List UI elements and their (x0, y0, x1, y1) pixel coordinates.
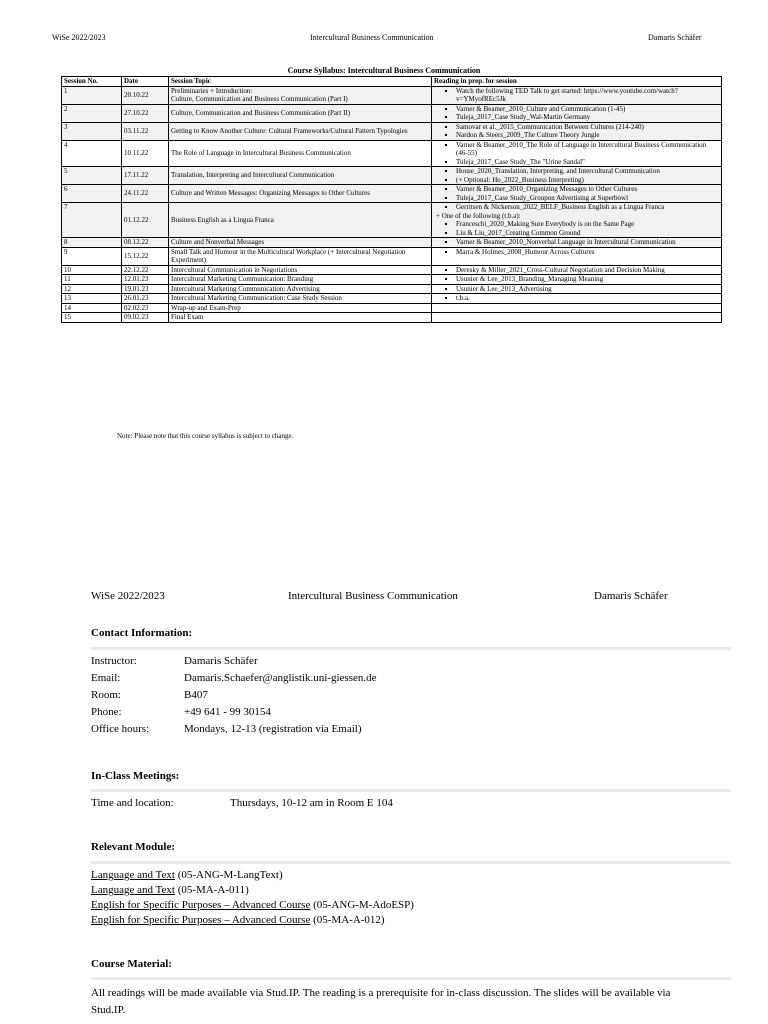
reading-item: ▪ Nardon & Steers_2009_The Culture Theory Jungle (456, 131, 719, 140)
contact-key: Phone: (91, 706, 122, 718)
session-no-cell (62, 122, 122, 140)
table-row (62, 104, 722, 122)
reading-cell (432, 185, 722, 203)
session-no-cell (62, 140, 122, 167)
session-no: 2 (64, 104, 68, 113)
reading-list (434, 294, 719, 303)
module-code: (05-ANG-M-AdoESP) (310, 899, 414, 911)
contact-key: Room: (91, 689, 121, 701)
session-date: 01.12.22 (124, 215, 149, 224)
session-topic: Intercultural Marketing Communication: Case Study Session (171, 294, 342, 302)
reading-item: ▪ Deresky & Miller_2021_Cross-Cultural Negotiation and Decision Making (456, 266, 719, 275)
syllabus-body (62, 86, 722, 322)
reading-list (434, 203, 719, 237)
reading-list (434, 248, 719, 257)
session-no: 11 (64, 275, 71, 283)
reading-cell (432, 313, 722, 323)
contact-value: Mondays, 12-13 (registration via Email) (184, 723, 362, 735)
topic-cell (169, 247, 432, 265)
contact-row-office-hours (91, 723, 362, 735)
col-date: Date (122, 77, 169, 87)
topic-cell (169, 294, 432, 304)
reading-item: ▪ t.b.a. (456, 294, 719, 303)
session-no-cell (62, 284, 122, 294)
session-no-cell (62, 247, 122, 265)
date-cell (122, 185, 169, 203)
session-no-cell (62, 294, 122, 304)
session-date: 20.10.22 (124, 90, 149, 99)
session-no: 7 (64, 203, 68, 211)
reading-item: ▪ Varner & Beamer_2010_The Role of Language in Intercultural Business Communication (46-55) (456, 141, 719, 158)
reading-cell (432, 86, 722, 104)
session-date: 19.01.23 (124, 284, 149, 293)
date-cell (122, 265, 169, 275)
topic-cell (169, 313, 432, 323)
reading-item: ▪ Varner & Beamer_2010_Nonverbal Language in Intercultural Communication (456, 238, 719, 247)
table-row (62, 247, 722, 265)
session-topic: The Role of Language in Intercultural Business Communication (171, 149, 351, 157)
session-topic: Intercultural Communication in Negotiations (171, 265, 298, 274)
session-no-cell (62, 265, 122, 275)
session-date: 02.02.23 (124, 303, 149, 312)
reading-cell (432, 203, 722, 238)
reading-list (434, 266, 719, 275)
reading-list (434, 167, 719, 184)
session-topic: Culture and Nonverbal Messages (171, 238, 265, 246)
table-row (62, 265, 722, 275)
reading-item: ▪ Gerritsen & Nickerson_2022_BELF_Business English as a Lingua Franca (456, 203, 719, 212)
reading-item: ▪ Samovar et al._2015_Communication Between Cultures (214-240) (456, 123, 719, 132)
meetings-value: Thursdays, 10-12 am in Room E 104 (230, 797, 393, 809)
reading-list (434, 285, 719, 294)
session-topic: Getting to Know Another Culture: Cultural Frameworks/Cultural Pattern Typologies (171, 126, 408, 135)
material-text: All readings will be made available via Stud.IP. The reading is a prerequisite for in-class discussion. The slides will be available via Stud.IP. (91, 987, 671, 1016)
topic-cell (169, 140, 432, 167)
session-topic: Intercultural Marketing Communication: Branding (171, 275, 314, 283)
contact-value: B407 (184, 689, 208, 701)
reading-item: ▪ House_2020_Translation, Interpreting, and Intercultural Communication (456, 167, 719, 176)
date-cell (122, 313, 169, 323)
contact-row-room (91, 689, 208, 701)
reading-item: ▪ Liu & Liu_2017_Creating Common Ground (456, 229, 719, 238)
reading-list (434, 275, 719, 284)
reading-list (434, 87, 719, 104)
table-row (62, 185, 722, 203)
table-row (62, 303, 722, 313)
reading-cell (432, 104, 722, 122)
module-code: (05-MA-A-011) (174, 884, 249, 896)
topic-cell (169, 203, 432, 238)
module-item (91, 899, 414, 911)
reading-list (434, 141, 719, 167)
session-no: 9 (64, 247, 68, 256)
module-link[interactable]: Language and Text (91, 884, 175, 896)
topic-cell (169, 275, 432, 285)
reading-item: ▪ Watch the following TED Talk to get started: https://www.youtube.com/watch?v=YMyofREc5Jk (456, 87, 719, 104)
reading-item: ▪ Varner & Beamer_2010_Culture and Communication (1-45) (456, 105, 719, 114)
session-date: 17.11.22 (124, 171, 149, 180)
topic-cell (169, 303, 432, 313)
date-cell (122, 303, 169, 313)
date-cell (122, 104, 169, 122)
module-link[interactable]: Language and Text (91, 869, 175, 881)
divider (91, 977, 731, 980)
table-row (62, 86, 722, 104)
reading-cell (432, 167, 722, 185)
contact-key: Instructor: (91, 655, 137, 667)
session-topic: Culture, Communication and Business Communication (Part I) (171, 95, 348, 103)
session-date: 15.12.22 (124, 251, 149, 260)
col-session-no: Session No. (62, 77, 122, 87)
contact-row-email (91, 672, 377, 684)
session-date: 09.02.23 (124, 313, 149, 321)
material-heading: Course Material: (91, 958, 172, 970)
session-no-cell (62, 275, 122, 285)
topic-cell (169, 185, 432, 203)
session-no: 3 (64, 122, 68, 131)
contact-key: Email: (91, 672, 121, 684)
session-date: 22.12.22 (124, 265, 149, 274)
date-cell (122, 140, 169, 167)
reading-item: ▪ Varner & Beamer_2010_Organizing Messages to Other Cultures (456, 185, 719, 194)
page2-header-term: WiSe 2022/2023 (91, 590, 165, 602)
session-date: 03.11.22 (124, 126, 149, 135)
session-date: 24.11.22 (124, 189, 149, 198)
module-link[interactable]: English for Specific Purposes – Advanced Course (91, 914, 311, 926)
topic-cell (169, 86, 432, 104)
date-cell (122, 284, 169, 294)
module-item (91, 869, 283, 881)
contact-row-phone (91, 706, 271, 718)
session-date: 26.01.23 (124, 294, 149, 302)
session-no: 13 (64, 294, 71, 302)
reading-item: ▪ Franceschi_2020_Making Sure Everybody is on the Same Page (456, 220, 719, 229)
modules-heading: Relevant Module: (91, 841, 176, 853)
contact-row-instructor (91, 655, 258, 667)
session-date: 10.11.22 (124, 149, 149, 157)
module-code: (05-MA-A-012) (310, 914, 385, 926)
date-cell (122, 238, 169, 248)
module-item (91, 884, 249, 896)
session-no: 12 (64, 284, 71, 293)
module-item (91, 914, 385, 926)
session-no: 1 (64, 86, 68, 95)
date-cell (122, 167, 169, 185)
contact-value: Damaris Schäfer (184, 655, 258, 667)
reading-note: + One of the following (t.b.a): (436, 211, 521, 220)
session-no: 10 (64, 265, 71, 274)
table-row (62, 275, 722, 285)
module-code: (05-ANG-M-LangText) (174, 869, 283, 881)
reading-item: ▪ Tuleja_2017_Case Study_Groupon Advertising at Superbowl (456, 194, 719, 203)
reading-cell (432, 265, 722, 275)
session-topic: Business English as a Lingua Franca (171, 215, 274, 224)
reading-list (434, 123, 719, 140)
session-topic: Preliminaries + Introduction: (171, 86, 253, 95)
meetings-key: Time and location: (91, 797, 174, 809)
reading-item: ▪ Tuleja_2017_Case Study_Wal-Martin Germany (456, 113, 719, 122)
table-row (62, 284, 722, 294)
session-no-cell (62, 167, 122, 185)
syllabus-note: Note: Please note that this course syllabus is subject to change. (117, 432, 294, 440)
reading-item: ▪ Usunier & Lee_2013_Branding_Managing Meaning (456, 275, 719, 284)
topic-cell (169, 265, 432, 275)
syllabus-table (61, 76, 722, 323)
contact-heading: Contact Information: (91, 627, 193, 639)
divider (91, 647, 731, 650)
reading-item: ▪ (+ Optional: Ho_2022_Business Interpreting) (456, 176, 719, 185)
divider (91, 789, 731, 792)
date-cell (122, 275, 169, 285)
date-cell (122, 122, 169, 140)
reading-cell (432, 284, 722, 294)
session-date: 27.10.22 (124, 108, 149, 117)
session-no-cell (62, 185, 122, 203)
session-no: 14 (64, 303, 71, 312)
page1-header-author: Damaris Schäfer (648, 33, 702, 42)
session-no: 15 (64, 313, 71, 321)
topic-cell (169, 122, 432, 140)
divider (91, 861, 731, 864)
session-topic: Intercultural Marketing Communication: Advertising (171, 284, 320, 293)
topic-cell (169, 104, 432, 122)
session-topic: Culture, Communication and Business Communication (Part II) (171, 108, 351, 117)
col-session-topic: Session Topic (169, 77, 432, 87)
reading-item: ▪ Tuleja_2017_Case Study_The "Urine Sandal" (456, 158, 719, 167)
reading-cell (432, 122, 722, 140)
session-topic: Small Talk and Humour in the Multicultural Workplace (+ Intercultural Negotiation Experiment) (171, 247, 406, 264)
session-no: 6 (64, 185, 68, 193)
date-cell (122, 86, 169, 104)
reading-item: ▪ Usunier & Lee_2013_Advertising (456, 285, 719, 294)
page2-header-course: Intercultural Business Communication (288, 590, 458, 602)
reading-cell (432, 303, 722, 313)
session-no-cell (62, 104, 122, 122)
reading-cell (432, 247, 722, 265)
reading-cell (432, 275, 722, 285)
reading-list (434, 185, 719, 202)
contact-value: +49 641 - 99 30154 (184, 706, 271, 718)
module-link[interactable]: English for Specific Purposes – Advanced Course (91, 899, 311, 911)
table-row (62, 122, 722, 140)
reading-item: ▪ Marra & Holmes_2008_Humour Across Cultures (456, 248, 719, 257)
reading-list (434, 238, 719, 247)
reading-cell (432, 294, 722, 304)
session-no: 4 (64, 140, 68, 149)
table-row (62, 238, 722, 248)
meetings-row (91, 797, 393, 809)
session-no-cell (62, 203, 122, 238)
syllabus-header-row (62, 77, 722, 87)
email-link[interactable]: Damaris.Schaefer@anglistik.uni-giessen.de (184, 672, 377, 684)
reading-cell (432, 238, 722, 248)
topic-cell (169, 167, 432, 185)
reading-list (434, 105, 719, 122)
syllabus-title: Course Syllabus: Intercultural Business Communication (287, 66, 481, 75)
page1-header-course: Intercultural Business Communication (310, 33, 434, 42)
topic-cell (169, 284, 432, 294)
reading-cell (432, 140, 722, 167)
session-no: 5 (64, 167, 68, 175)
session-date: 08.12.22 (124, 238, 149, 246)
session-no-cell (62, 313, 122, 323)
page1-header-term: WiSe 2022/2023 (52, 33, 106, 42)
meetings-heading: In-Class Meetings: (91, 770, 180, 782)
table-row (62, 313, 722, 323)
session-topic: Culture and Written Messages: Organizing Messages to Other Cultures (171, 189, 370, 198)
date-cell (122, 294, 169, 304)
session-no-cell (62, 238, 122, 248)
page2-header-author: Damaris Schäfer (594, 590, 668, 602)
session-topic: Wrap-up and Exam-Prep (171, 303, 241, 312)
table-row (62, 167, 722, 185)
session-topic: Translation, Interpreting and Intercultural Communication (171, 171, 335, 180)
table-row (62, 294, 722, 304)
session-date: 12.01.23 (124, 275, 149, 283)
session-no-cell (62, 303, 122, 313)
topic-cell (169, 238, 432, 248)
col-reading: Reading in prep. for session (432, 77, 722, 87)
session-no-cell (62, 86, 122, 104)
session-no: 8 (64, 238, 68, 246)
date-cell (122, 203, 169, 238)
table-row (62, 140, 722, 167)
contact-key: Office hours: (91, 723, 150, 735)
session-topic: Final Exam (171, 313, 204, 321)
table-row (62, 203, 722, 238)
date-cell (122, 247, 169, 265)
